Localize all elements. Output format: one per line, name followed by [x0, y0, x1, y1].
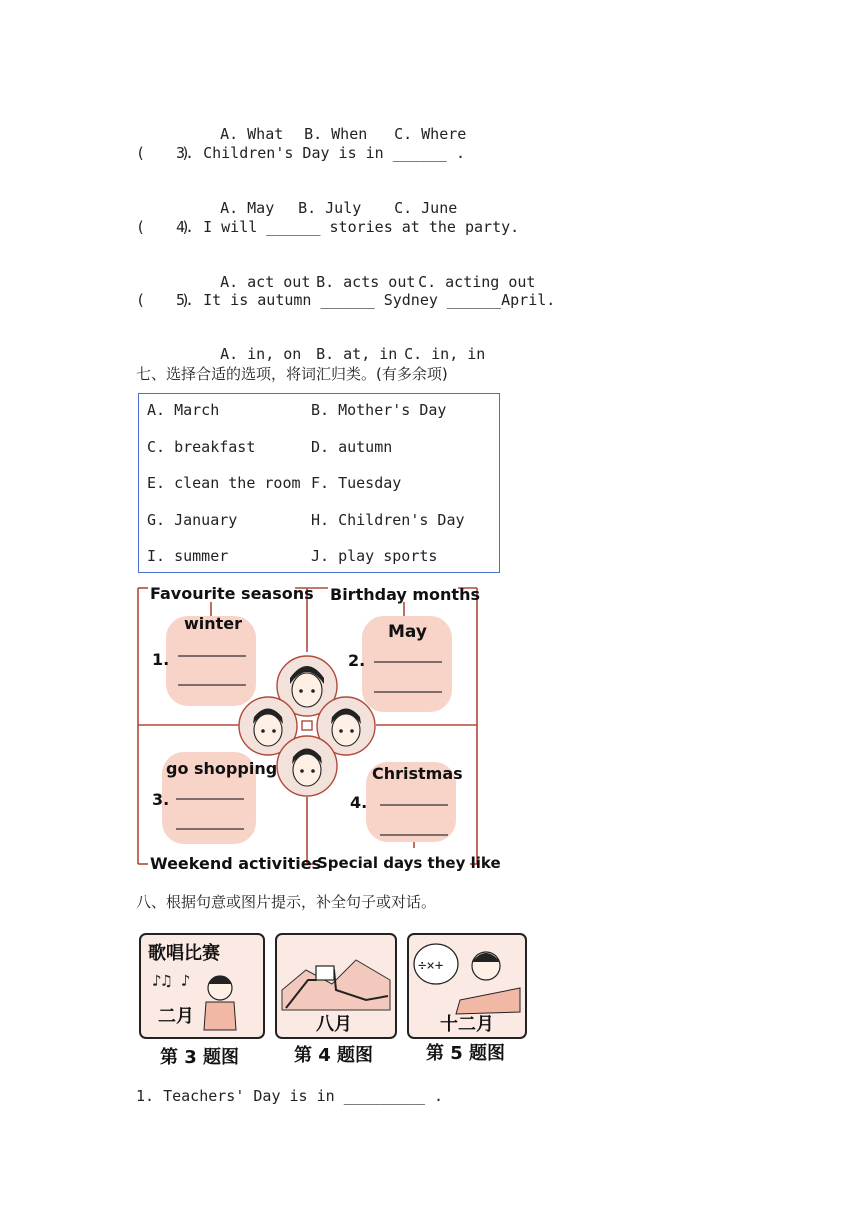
option-a: A. act out	[220, 273, 311, 291]
word-item: A. March	[147, 401, 220, 419]
picture-great-wall	[276, 934, 396, 1038]
q5-paren: ( )	[136, 291, 191, 309]
q3-paren: ( )	[136, 144, 191, 162]
quadrant-number: 2.	[348, 651, 366, 670]
word-item: D. autumn	[311, 438, 393, 456]
word-item: F. Tuesday	[311, 474, 402, 492]
section-8-question-1: 1. Teachers' Day is in _________ .	[136, 1087, 444, 1105]
q4-paren: ( )	[136, 218, 191, 236]
word-item: G. January	[147, 511, 238, 529]
picture-month: 十二月	[440, 1014, 494, 1035]
option-c: C. June	[394, 199, 458, 217]
option-b: B. acts out	[316, 273, 416, 291]
option-b: B. July	[298, 199, 362, 217]
classification-mindmap	[136, 582, 501, 873]
music-notes-icon: ♪♫ ♪	[152, 971, 191, 990]
option-c: C. acting out	[418, 273, 536, 291]
q5-stem: 5. It is autumn ______ Sydney ______April.	[176, 291, 556, 309]
math-symbols-icon: ÷×+	[418, 958, 444, 974]
q3-options	[202, 181, 457, 217]
q4-stem: 4. I will ______ stories at the party.	[176, 218, 520, 236]
option-a: A. in, on	[220, 345, 302, 363]
section-7-title: 七、选择合适的选项，将词汇归类。(有多余项)	[136, 365, 448, 383]
quadrant-number: 3.	[152, 790, 170, 809]
quadrant-heading: Favourite seasons	[150, 584, 314, 603]
quadrant-example: Christmas	[372, 764, 463, 783]
option-b: B. at, in	[316, 345, 398, 363]
q5-options	[202, 327, 485, 363]
q4-options	[202, 255, 535, 291]
option-c: C. Where	[394, 125, 467, 143]
word-item: C. breakfast	[147, 438, 256, 456]
word-item: E. clean the room	[147, 474, 301, 492]
picture-prompts	[136, 930, 536, 1070]
quadrant-example: winter	[184, 614, 243, 633]
picture-caption: 第 5 题图	[426, 1043, 506, 1064]
picture-month: 八月	[316, 1014, 352, 1035]
quadrant-heading: Weekend activities	[150, 854, 322, 873]
option-b: B. When	[304, 125, 368, 143]
word-item: H. Children's Day	[311, 511, 465, 529]
section-8-title: 八、根据句意或图片提示，补全句子或对话。	[136, 893, 437, 911]
picture-month: 二月	[158, 1006, 194, 1027]
quadrant-heading: Special days they like	[317, 854, 501, 872]
picture-caption: 第 4 题图	[294, 1045, 374, 1066]
word-bank-box	[138, 393, 500, 573]
quadrant-number: 1.	[152, 650, 170, 669]
quadrant-number: 4.	[350, 793, 368, 812]
picture-top-text: 歌唱比赛	[148, 943, 220, 964]
picture-singing-contest	[140, 934, 264, 1038]
quadrant-heading: Birthday months	[330, 585, 480, 604]
word-item: I. summer	[147, 547, 229, 565]
word-item: B. Mother's Day	[311, 401, 447, 419]
picture-math-homework	[408, 934, 526, 1038]
option-c: C. in, in	[404, 345, 486, 363]
quadrant-example: May	[388, 622, 427, 642]
q3-stem: 3. Children's Day is in ______ .	[176, 144, 465, 162]
option-a: A. May	[220, 199, 275, 217]
quadrant-example: go shopping	[166, 759, 278, 778]
picture-caption: 第 3 题图	[160, 1047, 240, 1068]
option-a: A. What	[220, 125, 284, 143]
q2-options	[202, 107, 466, 143]
word-item: J. play sports	[311, 547, 438, 565]
